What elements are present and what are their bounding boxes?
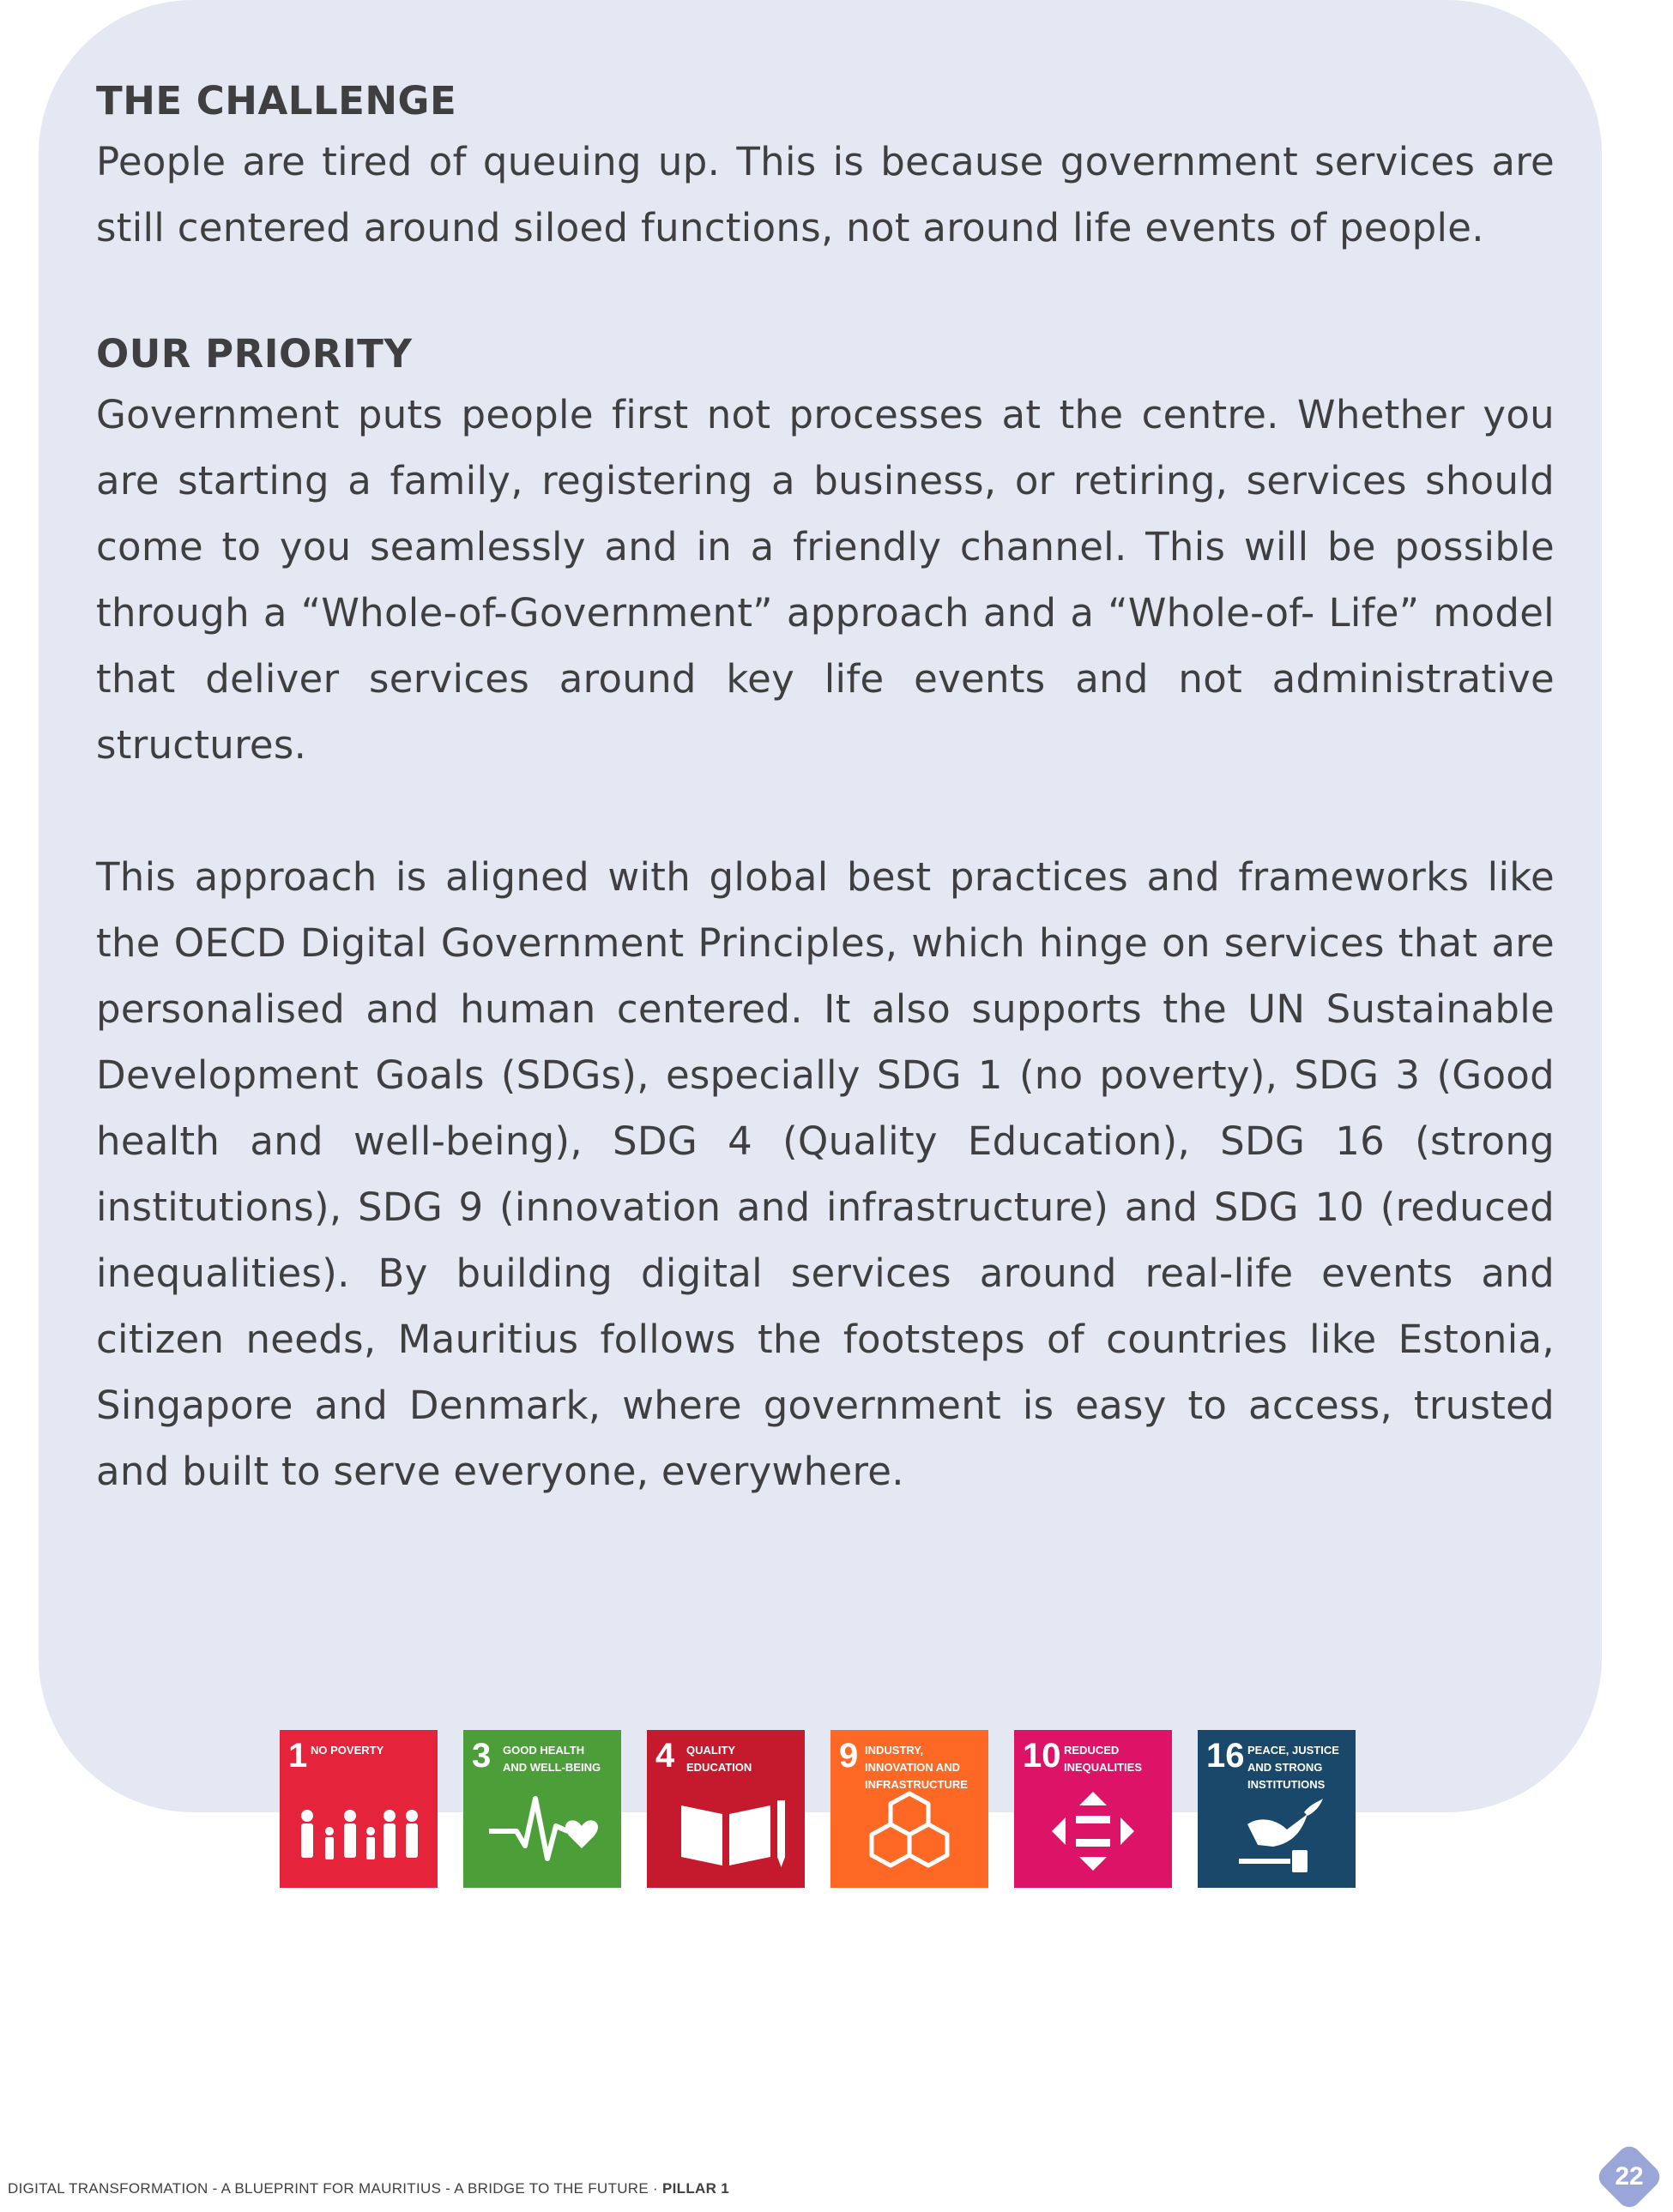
family-icon — [280, 1730, 438, 1888]
main-content — [96, 74, 1555, 1504]
sdg-label: QUALITY EDUCATION — [686, 1744, 752, 1774]
equality-arrows-icon — [1014, 1730, 1172, 1888]
sdg-number: 1 — [288, 1737, 308, 1775]
sdg-tile-10 — [1014, 1730, 1172, 1888]
sdg-label: INDUSTRY, INNOVATION AND INFRASTRUCTURE — [865, 1744, 968, 1791]
sdg-tile-16 — [1198, 1730, 1356, 1888]
sdg-label: NO POVERTY — [311, 1744, 384, 1757]
sdg-label: PEACE, JUSTICE AND STRONG INSTITUTIONS — [1247, 1744, 1339, 1791]
cubes-icon — [830, 1730, 988, 1888]
sdg-number: 4 — [655, 1737, 675, 1775]
sdg-number: 3 — [472, 1737, 492, 1775]
document-footer — [8, 2180, 729, 2197]
dove-gavel-icon — [1198, 1730, 1356, 1888]
challenge-paragraph: People are tired of queuing up. This is because government services are still centered around siloed functions, not around life events of people. — [96, 139, 1555, 250]
challenge-heading: THE CHALLENGE — [96, 78, 457, 124]
sdg-tile-9 — [830, 1730, 988, 1888]
footer-pillar: PILLAR 1 — [662, 2180, 729, 2197]
sdg-tile-1 — [280, 1730, 438, 1888]
heartbeat-icon — [463, 1730, 621, 1888]
page-number: 22 — [1615, 2162, 1644, 2191]
sdg-number: 9 — [839, 1737, 859, 1775]
sdg-number: 16 — [1206, 1737, 1245, 1775]
sdg-label: GOOD HEALTH AND WELL-BEING — [503, 1744, 601, 1774]
page-number-badge — [1594, 2142, 1664, 2212]
sdg-number: 10 — [1023, 1737, 1061, 1775]
sdg-tile-3 — [463, 1730, 621, 1888]
priority-heading: OUR PRIORITY — [96, 331, 413, 377]
sdg-tile-4 — [647, 1730, 805, 1888]
book-pencil-icon — [647, 1730, 805, 1888]
priority-paragraph-1: Government puts people first not processes at the centre. Whether you are starting a family, registering a business, or retiring, services should come to you seamlessly and in a friendly channel. This will be possible through a “Whole-of-Government” approach and a “Whole-of- Life” model that deliver services around key life events and not administrative structures. — [96, 392, 1555, 768]
sdg-label: REDUCED INEQUALITIES — [1064, 1744, 1143, 1774]
priority-paragraph-2: This approach is aligned with global best practices and frameworks like the OECD Digital Government Principles, which hinge on services that are personalised and human centered. It also supports the UN Sustainable Development Goals (SDGs), especially SDG 1 (no poverty), SDG 3 (Good health and well-being), SDG 4 (Quality Education), SDG 16 (strong institutions), SDG 9 (innovation and infrastructure) and SDG 10 (reduced inequalities). By building digital services around real-life events and citizen needs, Mauritius follows the footsteps of countries like Estonia, Singapore and Denmark, where government is easy to access, trusted and built to serve everyone, everywhere. — [96, 854, 1555, 1494]
footer-title: DIGITAL TRANSFORMATION - A BLUEPRINT FOR MAURITIUS - A BRIDGE TO THE FUTURE · — [8, 2180, 662, 2197]
